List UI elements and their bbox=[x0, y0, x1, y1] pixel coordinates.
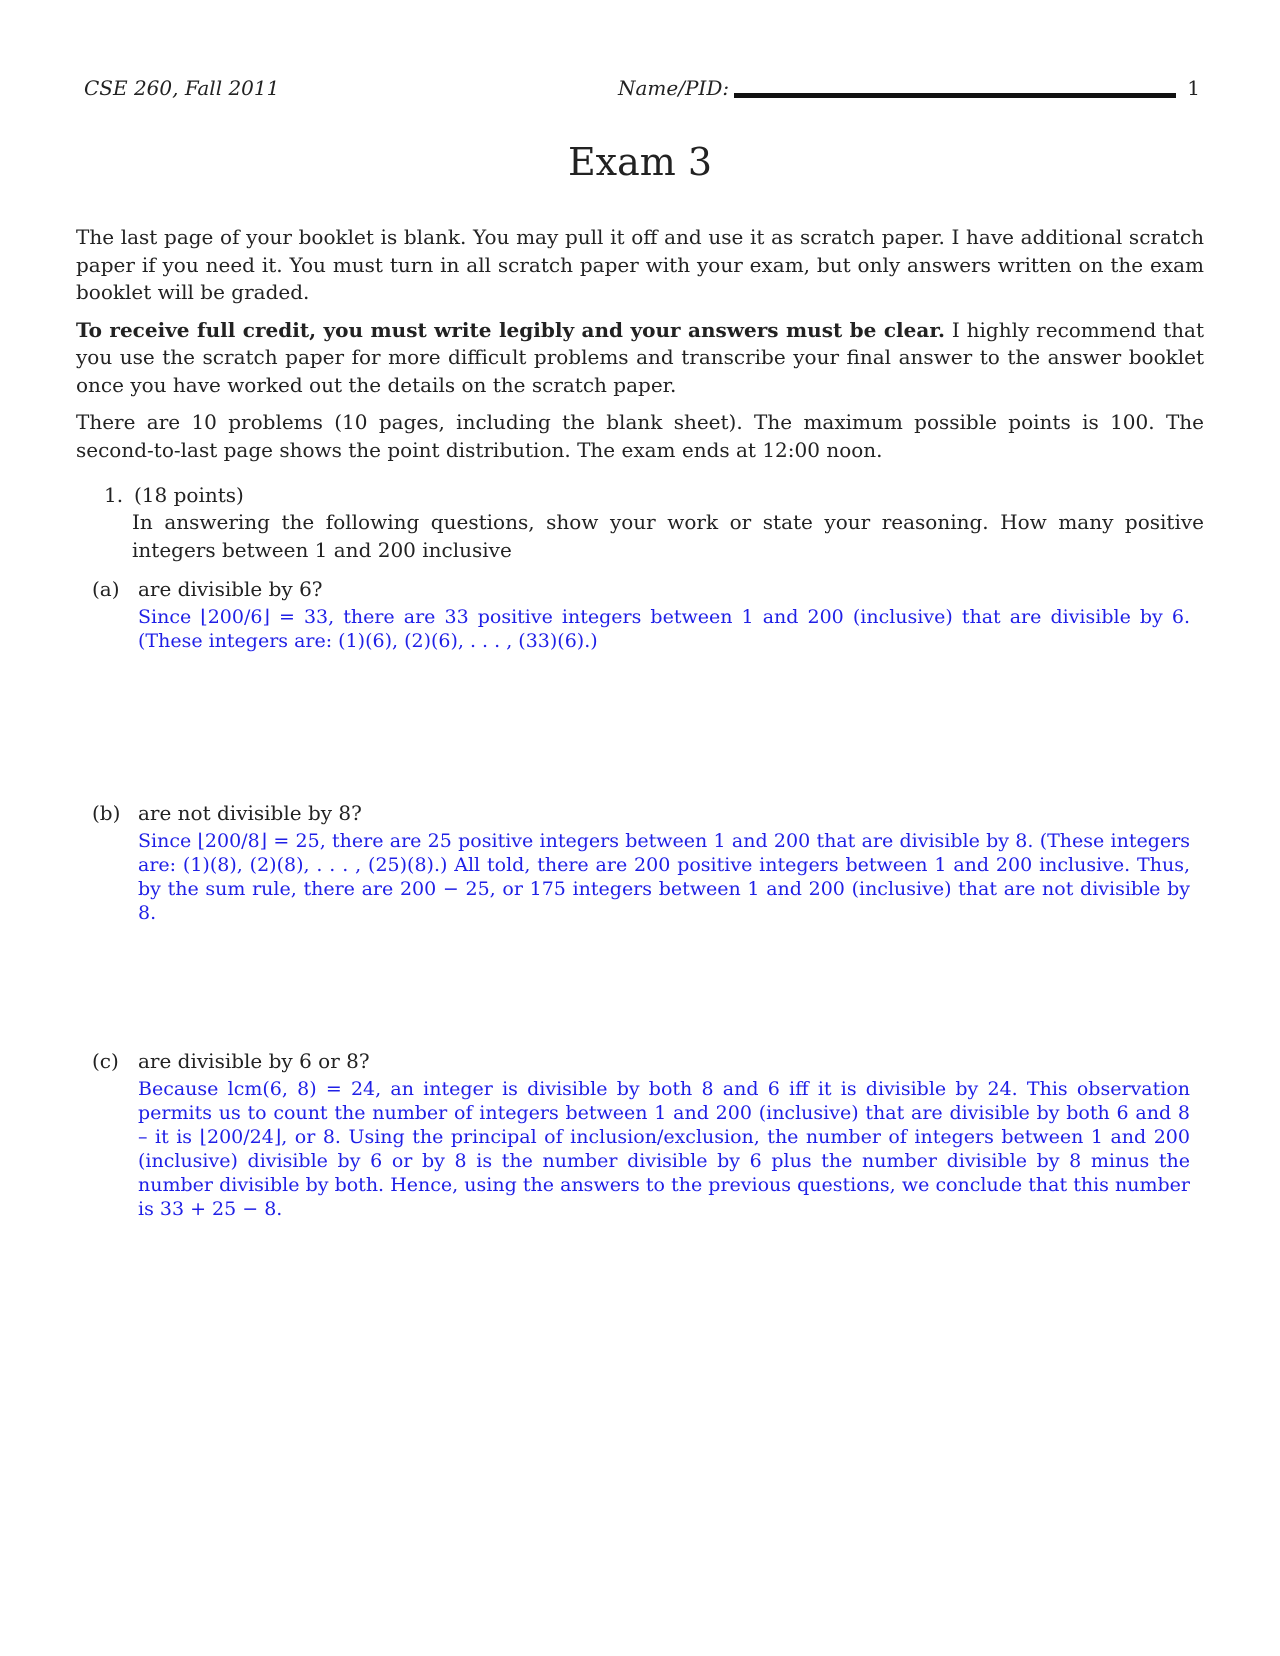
part-a-answer: Since ⌊200/6⌋ = 33, there are 33 positive integers between 1 and 200 (inclusive) that are divisible by 6. (These integers are: (1)(6), (2)(6), . . . , (33)(6).) bbox=[138, 606, 1190, 652]
course-label: CSE 260, Fall 2011 bbox=[84, 76, 280, 100]
part-a-question-text: are divisible by 6? bbox=[138, 577, 323, 601]
instructions-emphasis: To receive full credit, you must write legibly and your answers must be clear. bbox=[76, 317, 945, 342]
problem-number: 1. bbox=[104, 483, 124, 507]
part-c bbox=[92, 1048, 1190, 1221]
name-pid-line bbox=[734, 93, 1176, 98]
instructions-paragraph-1: The last page of your booklet is blank. You may pull it off and use it as scratch paper. I have additional scratch paper if you need it. You must turn in all scratch paper with your exam, but only answers written on the exam booklet will be graded. bbox=[76, 225, 1204, 304]
part-b-question bbox=[92, 800, 1190, 827]
part-a bbox=[92, 576, 1190, 653]
part-b bbox=[92, 800, 1190, 925]
part-c-answer: Because lcm(6, 8) = 24, an integer is divisible by both 8 and 6 iff it is divisible by 24. This observation permits us to count the number of integers between 1 and 200 (inclusive) that are divisible by both 6 and 8 – it is ⌊200/24⌋, or 8. Using the principal of inclusion/exclusion, the number of integers between 1 and 200 (inclusive) divisible by 6 or by 8 is the number divisible by 6 plus the number divisible by 8 minus the number divisible by both. Hence, using the answers to the previous questions, we conclude that this number is 33 + 25 − 8. bbox=[138, 1078, 1190, 1220]
problem-1-heading bbox=[104, 482, 1204, 510]
part-b-question-text: are not divisible by 8? bbox=[138, 801, 362, 825]
part-c-question bbox=[92, 1048, 1190, 1075]
exam-title: Exam 3 bbox=[567, 140, 713, 184]
problem-points: (18 points) bbox=[134, 483, 244, 507]
instructions-paragraph-2 bbox=[76, 317, 1204, 400]
page-header bbox=[76, 76, 1204, 106]
problem-1 bbox=[104, 482, 1204, 562]
instructions-paragraph-3: There are 10 problems (10 pages, including the blank sheet). The maximum possible points is 100. The second-to-last page shows the point distribution. The exam ends at 12:00 noon. bbox=[76, 410, 1204, 462]
part-a-label: (a) bbox=[92, 577, 120, 601]
part-a-question bbox=[92, 576, 1190, 603]
part-c-question-text: are divisible by 6 or 8? bbox=[138, 1049, 370, 1073]
name-pid-label: Name/PID: bbox=[618, 76, 730, 100]
problem-prompt: In answering the following questions, show your work or state your reasoning. How many positive integers between 1 and 200 inclusive bbox=[132, 510, 1204, 562]
part-b-answer: Since ⌊200/8⌋ = 25, there are 25 positive integers between 1 and 200 that are divisible by 8. (These integers are: (1)(8), (2)(8), . . . , (25)(8).) All told, there are 200 positive integers between 1 and 200 inclusive. Thus, by the sum rule, there are 200 − 25, or 175 integers between 1 and 200 (inclusive) that are not divisible by 8. bbox=[138, 830, 1190, 924]
instructions-paragraph-2-text: I highly recommend that you use the scratch paper for more difficult problems and transcribe your final answer to the answer booklet once you have worked out the details on the scratch paper. bbox=[76, 317, 1205, 397]
page-number: 1 bbox=[1187, 76, 1200, 100]
part-c-label: (c) bbox=[92, 1049, 119, 1073]
instructions bbox=[76, 224, 1204, 474]
part-b-label: (b) bbox=[92, 801, 121, 825]
